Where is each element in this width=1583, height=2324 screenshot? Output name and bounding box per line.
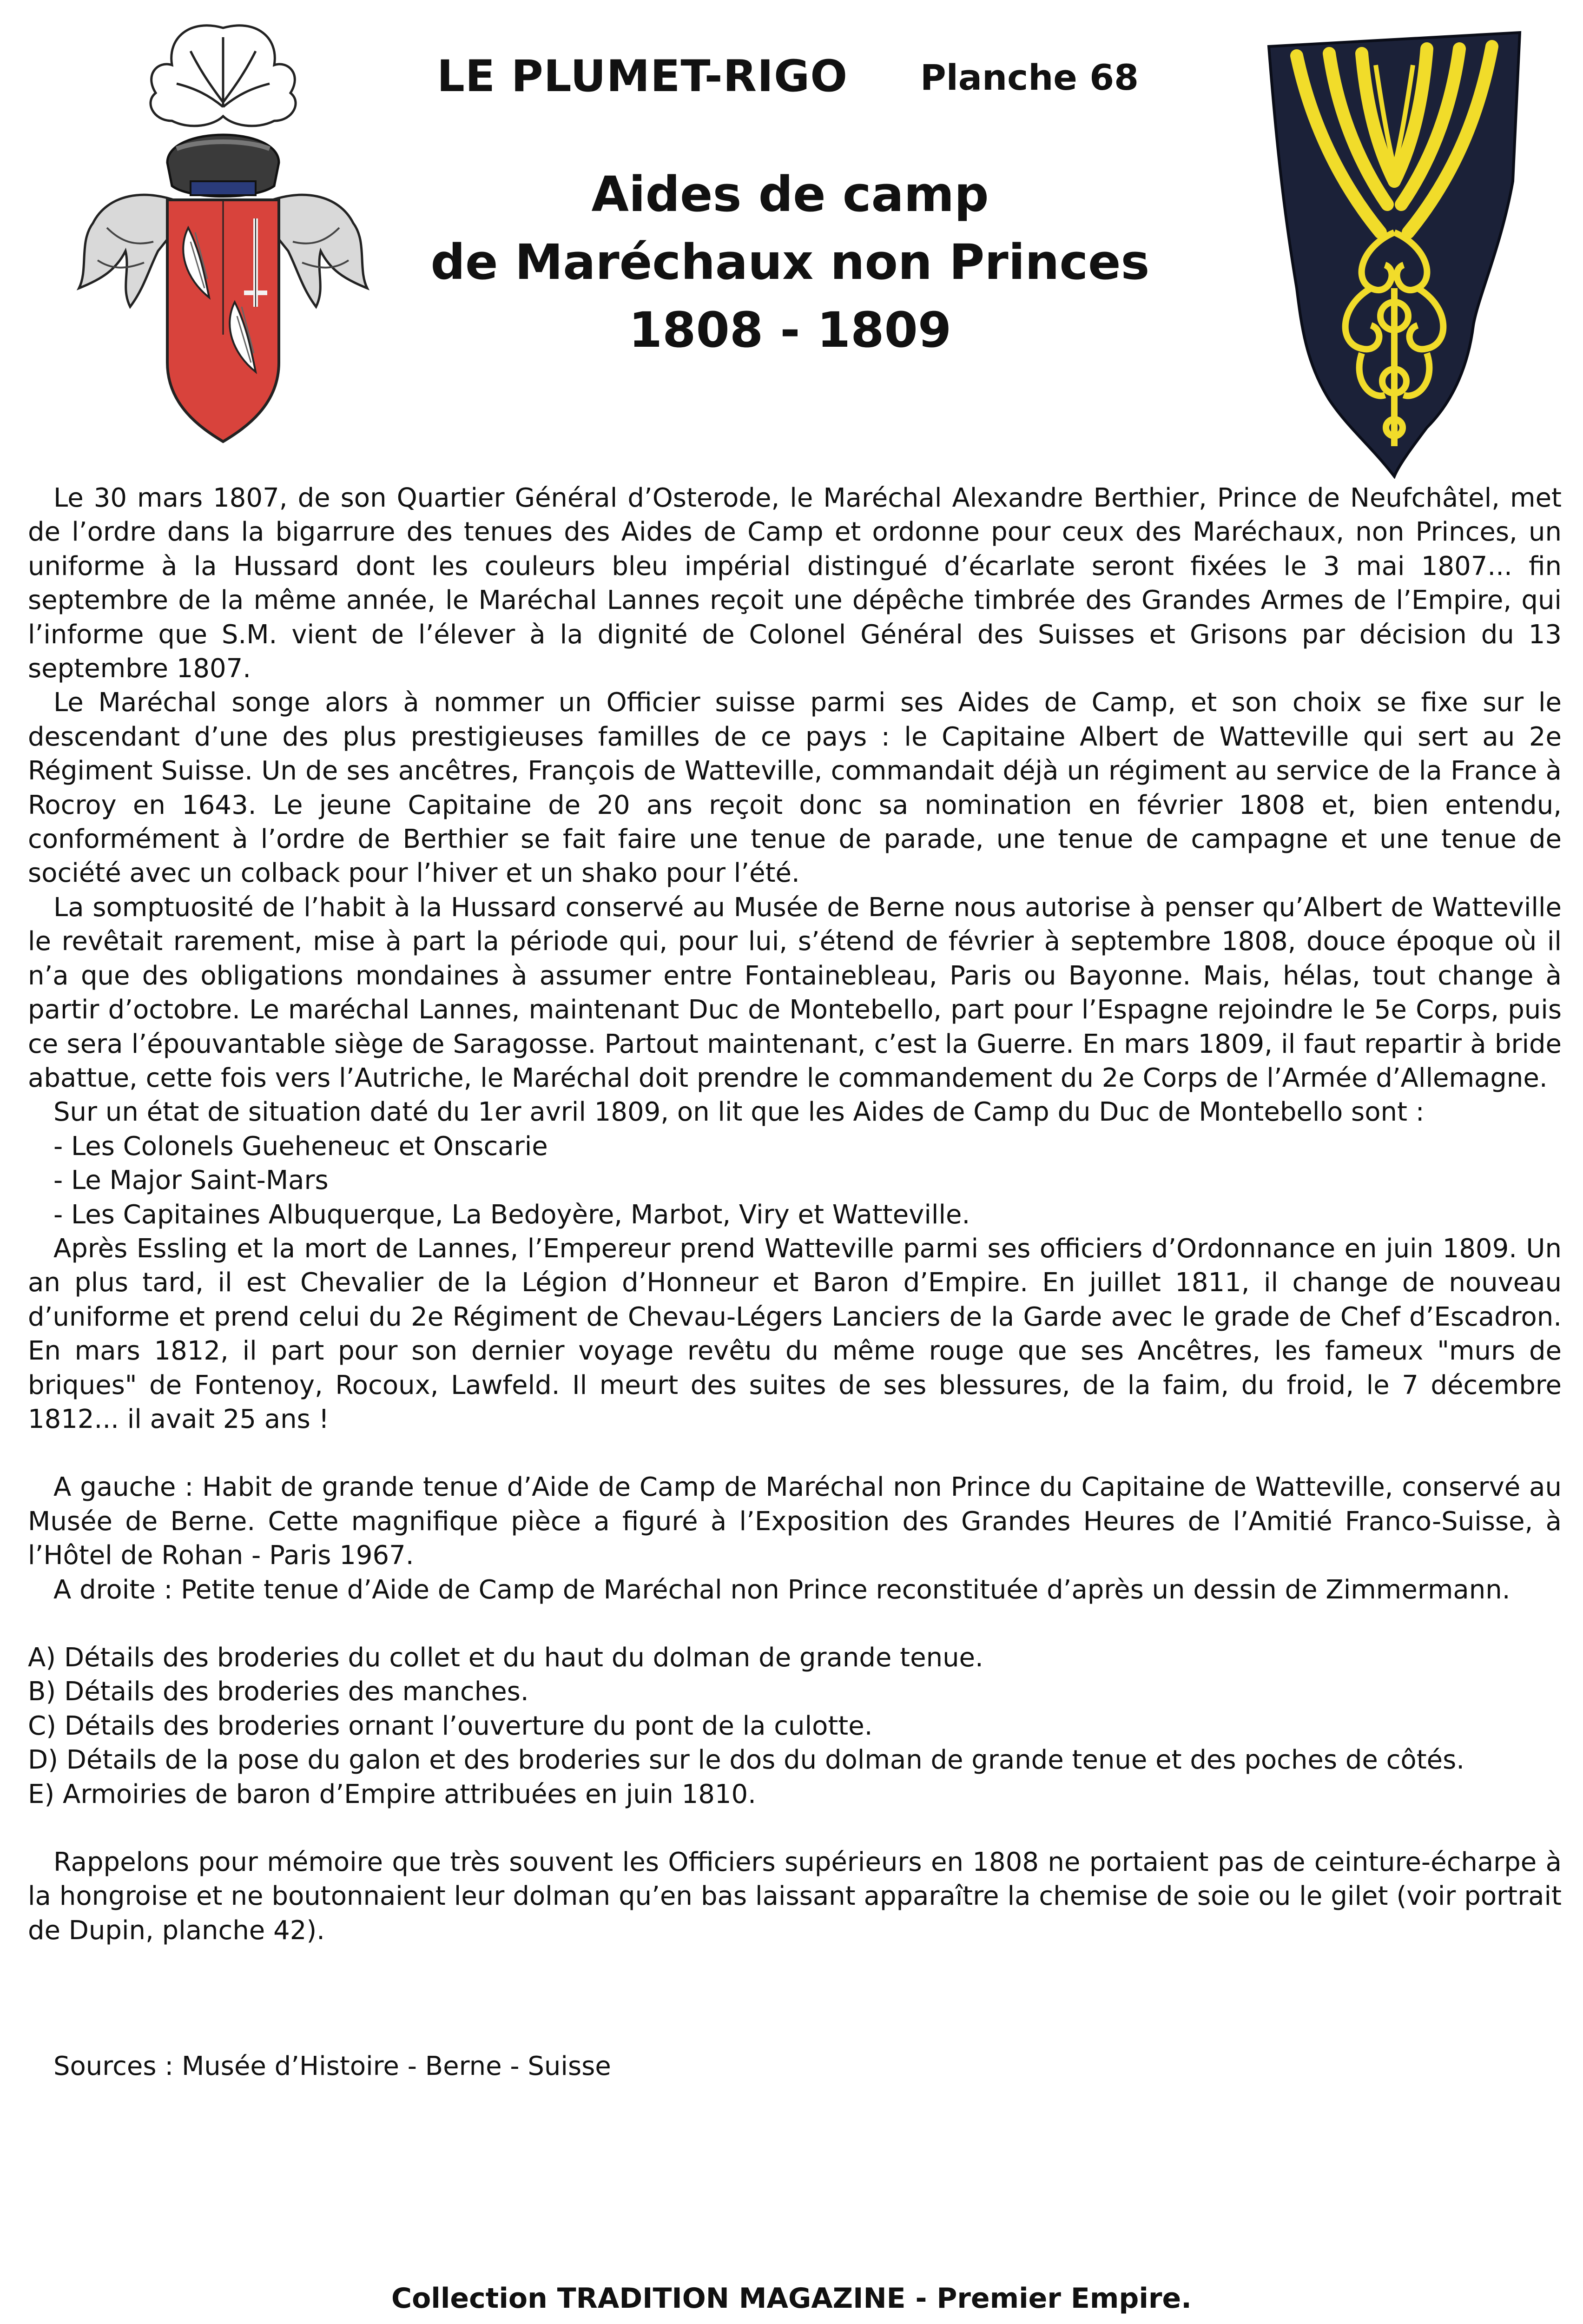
caption-left: A gauche : Habit de grande tenue d’Aide de Camp de Maréchal non Prince du Capitaine de Watteville, conservé au Musée de Berne. Cette magnifique pièce a figuré à l’Exposition des Grandes Heures de l’Amitié Franco-Suisse, à l’Hôtel de Rohan - Paris 1967.: [28, 1472, 1562, 1571]
paragraph: La somptuosité de l’habit à la Hussard conservé au Musée de Berne nous autorise à penser qu’Albert de Watteville le revêtait rarement, mise à part la période qui, pour lui, s’étend de février à septembre 1808, douce époque où il n’a que des obligations mondaines à assumer entre Fontainebleau, Paris ou Bayonne. Mais, hélas, tout change à partir d’octobre. Le maréchal Lannes, maintenant Duc de Montebello, part pour l’Espagne rejoindre le 5e Corps, puis ce sera l’épouvantable siège de Saragosse. Partout maintenant, c’est la Guerre. En mars 1809, il faut repartir à bride abattue, cette fois vers l’Autriche, le Maréchal doit prendre le commandement du 2e Corps de l’Armée d’Allemagne.: [28, 892, 1562, 1093]
subtitle-line: de Maréchaux non Princes: [430, 234, 1150, 290]
paragraph: Sur un état de situation daté du 1er avril 1809, on lit que les Aides de Camp du Duc de Montebello sont :: [53, 1097, 1425, 1128]
paragraph: Le Maréchal songe alors à nommer un Officier suisse parmi ses Aides de Camp, et son choix se fixe sur le descendant d’une des plus prestigieuses familles de ce pays : le Capitaine Albert de Watteville qui sert au 2e Régiment Suisse. Un de ses ancêtres, François de Watteville, commandait déjà un régiment au service de la France à Rocroy en 1643. Le jeune Capitaine de 20 ans reçoit donc sa nomination en février 1808 et, bien entendu, conformément à l’ordre de Berthier se fait faire une tenue de parade, une tenue de campagne et une tenue de société avec un colback pour l’hiver et un shako pour l’été.: [28, 687, 1562, 889]
list-item: - Le Major Saint-Mars: [53, 1165, 329, 1196]
sources-line: Sources : Musée d’Histoire - Berne - Suisse: [53, 2051, 611, 2082]
footer: Collection TRADITION MAGAZINE - Premier Empire.: [391, 2282, 1192, 2315]
caption-right: A droite : Petite tenue d’Aide de Camp de Maréchal non Prince reconstituée d’après un dessin de Zimmermann.: [53, 1574, 1510, 1605]
coat-of-arms-icon: [51, 9, 395, 456]
list-item: - Les Colonels Gueheneuc et Onscarie: [53, 1131, 548, 1162]
embroidered-collar-patch-icon: [1260, 28, 1529, 479]
detail-item: D) Détails de la pose du galon et des broderies sur le dos du dolman de grande tenue et des poches de côtés.: [28, 1745, 1465, 1776]
detail-item: B) Détails des broderies des manches.: [28, 1677, 529, 1707]
paragraph: Après Essling et la mort de Lannes, l’Empereur prend Watteville parmi ses officiers d’Ordonnance en juin 1809. Un an plus tard, il est Chevalier de la Légion d’Honneur et Baron d’Empire. En juillet 1811, il change de nouveau d’uniforme et prend celui du 2e Régiment de Chevau-Légers Lanciers de la Garde avec le grade de Chef d’Escadron. En mars 1812, il part pour son dernier voyage revêtu du même rouge que ses Ancêtres, les fameux "murs de briques" de Fontenoy, Rocoux, Lawfeld. Il meurt des suites de ses blessures, de la faim, du froid, le 7 décembre 1812... il avait 25 ans !: [28, 1233, 1562, 1434]
list-item: - Les Capitaines Albuquerque, La Bedoyère, Marbot, Viry et Watteville.: [53, 1199, 970, 1230]
plate-number: Planche 68: [920, 57, 1139, 98]
subtitle-line: 1808 - 1809: [628, 302, 952, 358]
detail-item: C) Détails des broderies ornant l’ouverture du pont de la culotte.: [28, 1710, 873, 1741]
detail-item: A) Détails des broderies du collet et du haut du dolman de grande tenue.: [28, 1643, 983, 1673]
article-body: [28, 481, 1562, 2084]
title-block: [437, 51, 1227, 107]
page-title: LE PLUMET-RIGO: [437, 51, 848, 102]
subtitle-line: Aides de camp: [591, 166, 989, 223]
paragraph: Le 30 mars 1807, de son Quartier Général d’Osterode, le Maréchal Alexandre Berthier, Prince de Neufchâtel, met de l’ordre dans la bigarrure des tenues des Aides de Camp et ordonne pour ceux des Maréchaux, non Princes, un uniforme à la Hussard dont les couleurs bleu impérial distingué d’écarlate seront fixées le 3 mai 1807... fin septembre de la même année, le Maréchal Lannes reçoit une dépêche timbrée des Grandes Armes de l’Empire, qui l’informe que S.M. vient de l’élever à la dignité de Colonel Général des Suisses et Grisons par décision du 13 septembre 1807.: [28, 483, 1562, 684]
subtitle: [400, 160, 1181, 364]
reminder-paragraph: Rappelons pour mémoire que très souvent les Officiers supérieurs en 1808 ne portaient pas de ceinture-écharpe à la hongroise et ne boutonnaient leur dolman qu’en bas laissant apparaître la chemise de soie ou le gilet (voir portrait de Dupin, planche 42).: [28, 1847, 1562, 1946]
detail-item: E) Armoiries de baron d’Empire attribuées en juin 1810.: [28, 1779, 756, 1809]
